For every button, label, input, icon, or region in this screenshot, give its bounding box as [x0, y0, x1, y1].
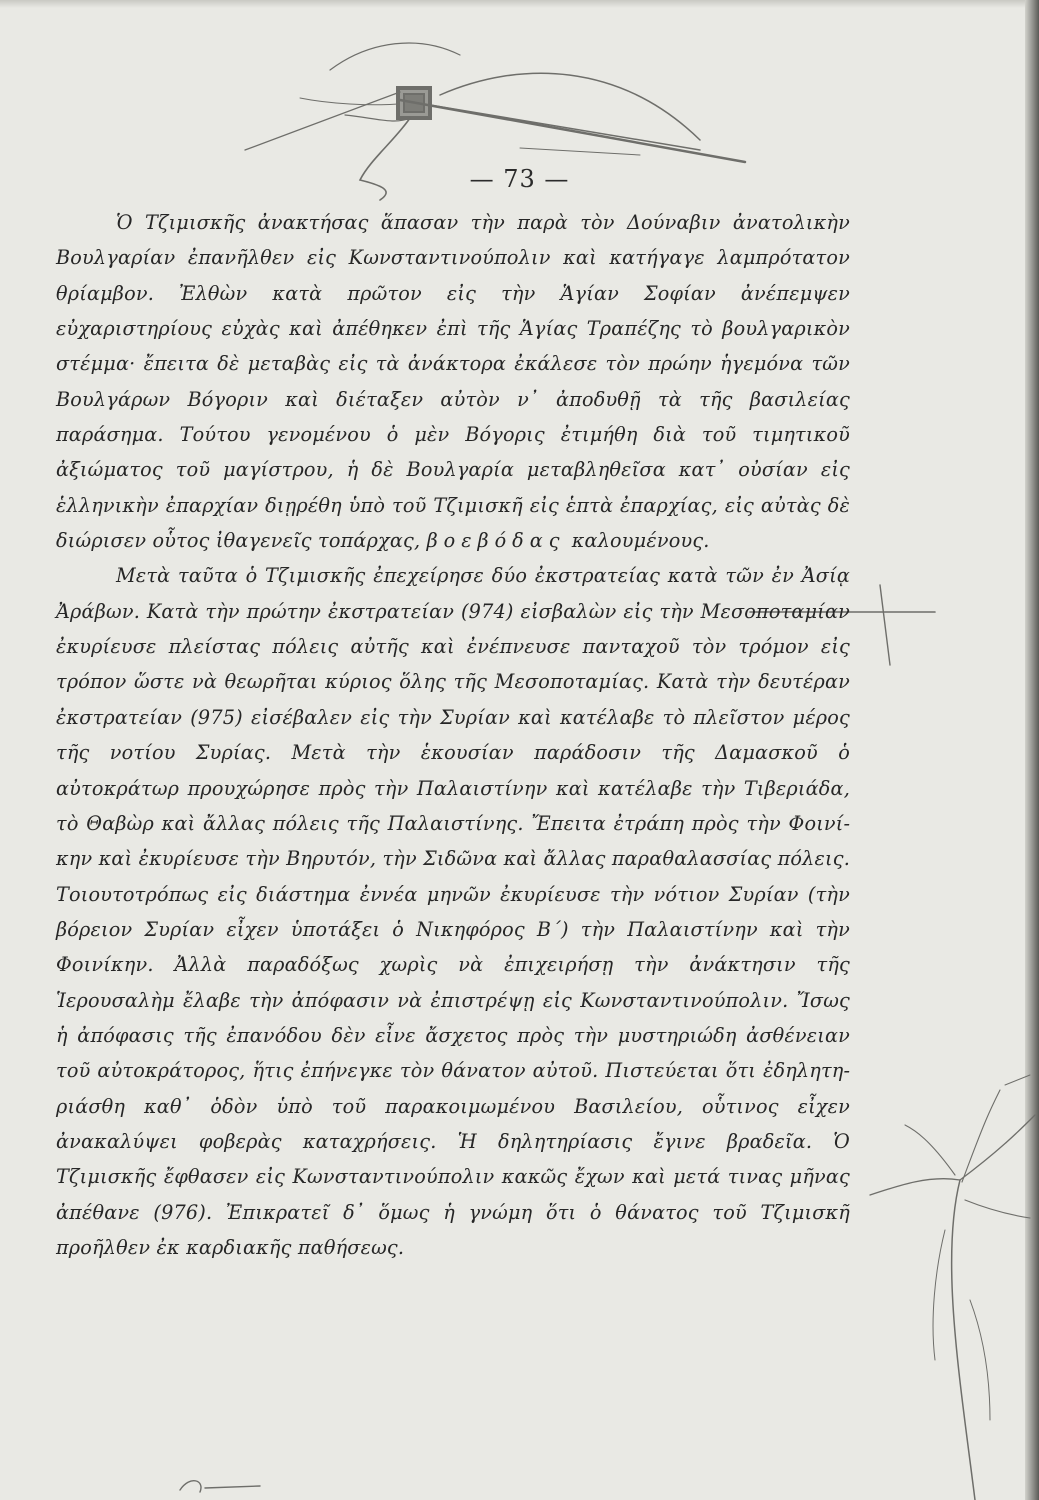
- pencil-plant-sketch-icon: [870, 1075, 1035, 1500]
- spaced-term: βοεβόδας: [426, 529, 566, 553]
- paragraph: Μετὰ ταῦτα ὁ Τζιμισκῆς ἐπεχείρησε δύο ἐκστρατείας κατὰ τῶν ἐν Ἀσίᾳ Ἀράβων. Κατὰ τὴν πρώτην ἐκστρατείαν (974) εἰσβαλὼν εἰς τὴν Μεσοποταμίαν ἐκυρίευσε πλείστας πόλεις αὐτῆς καὶ ἐνέπνευσε πανταχοῦ τὸν τρόμον εἰς τρόπον ὥστε νὰ θεωρῆται κύριος ὅλης τῆς Μεσοποταμίας. Κατὰ τὴν δευτέραν ἐκστρατείαν (975) εἰσέβαλεν εἰς τὴν Συρίαν καὶ κατέλαβε τὸ πλεῖστον μέρος τῆς νοτίου Συρίας. Μετὰ τὴν ἑκουσίαν παράδοσιν τῆς Δαμασκοῦ ὁ αὐτοκράτωρ προυχώρησε πρὸς τὴν Παλαιστίνην καὶ κατέλαβε τὴν Τιβεριάδα, τὸ Θαβὼρ καὶ ἄλλας πόλεις τῆς Παλαιστίνης. Ἔπειτα ἐτράπη πρὸς τὴν Φοινίκην καὶ ἐκυρίευσε τὴν Βηρυτόν, τὴν Σιδῶνα καὶ ἄλλας παραθαλασσίας πόλεις. Τοιουτοτρόπως εἰς διάστημα ἐννέα μηνῶν ἐκυρίευσε τὴν νότιον Συρίαν (τὴν βόρειον Συρίαν εἶχεν ὑποτάξει ὁ Νικηφόρος Β΄) τὴν Παλαιστίνην καὶ τὴν Φοινίκην. Ἀλλὰ παραδόξως χωρὶς νὰ ἐπιχειρήσῃ τὴν ἀνάκτησιν τῆς Ἱερουσαλὴμ ἔλαβε τὴν ἀπόφασιν νὰ ἐπιστρέψῃ εἰς Κωνσταντινούπολιν. Ἴσως ἡ ἀπόφασις τῆς ἐπανόδου δὲν εἶνε ἄσχετος πρὸς τὴν μυστηριώδη ἀσθένειαν τοῦ αὐτοκράτορος, ἥτις ἐπήνεγκε τὸν θάνατον αὐτοῦ. Πιστεύεται ὅτι ἐδηλητηριάσθη καθ᾿ ὁδὸν ὑπὸ τοῦ παρακοιμωμένου Βασιλείου, οὗτινος εἶχεν ἀνακαλύψει φοβερὰς καταχρήσεις. Ἡ δηλητηρίασις ἔγινε βραδεῖα. Ὁ Τζιμισκῆς ἔφθασεν εἰς Κωνσταντινούπολιν κακῶς ἔχων καὶ μετά τινας μῆνας ἀπέθανε (976). Ἐπικρατεῖ δ᾿ ὅμως ἡ γνώμη ὅτι ὁ θάνατος τοῦ Τζιμισκῆ προῆλθεν ἐκ καρδιακῆς παθήσεως.: [56, 564, 850, 1259]
- paragraph: [56, 205, 850, 558]
- page-top-shadow: [0, 0, 1039, 8]
- body-text: [56, 205, 850, 1265]
- paragraph-text: Ὁ Τζιμισκῆς ἀνακτήσας ἅπασαν τὴν παρὰ τὸν Δούναβιν ἀνατολικὴν Βουλγαρίαν ἐπανῆλθεν εἰς Κωνσταντινούπολιν καὶ κατήγαγε λαμπρότατον θρίαμβον. Ἐλθὼν κατὰ πρῶτον εἰς τὴν Ἁγίαν Σοφίαν ἀνέπεμψεν εὐχαριστηρίους εὐχὰς καὶ ἀπέθηκεν ἐπὶ τῆς Ἁγίας Τραπέζης τὸ βουλγαρικὸν στέμμα· ἔπειτα δὲ μεταβὰς εἰς τὰ ἀνάκτορα ἐκάλεσε τὸν πρώην ἡγεμόνα τῶν Βουλγάρων Βόγοριν καὶ διέταξεν αὐτὸν ν᾿ ἀποδυθῇ τὰ τῆς βασιλείας παράσημα. Τούτου γενομένου ὁ μὲν Βόγορις ἐτιμήθη διὰ τοῦ τιμητικοῦ ἀξιώματος τοῦ μαγίστρου, ἡ δὲ Βουλγαρία μεταβληθεῖσα κατ᾿ οὐσίαν εἰς ἑλληνικὴν ἐπαρχίαν διῃρέθη ὑπὸ τοῦ Τζιμισκῆ εἰς ἑπτὰ ἐπαρχίας, εἰς αὐτὰς δὲ διώρισεν οὗτος ἰθαγενεῖς τοπάρχας,: [56, 211, 850, 553]
- bottom-scribble-icon: [180, 1481, 260, 1492]
- page-right-edge: [1025, 0, 1039, 1500]
- paragraph-text-end: καλουμένους.: [571, 529, 710, 553]
- page-number: — 73 —: [469, 165, 570, 193]
